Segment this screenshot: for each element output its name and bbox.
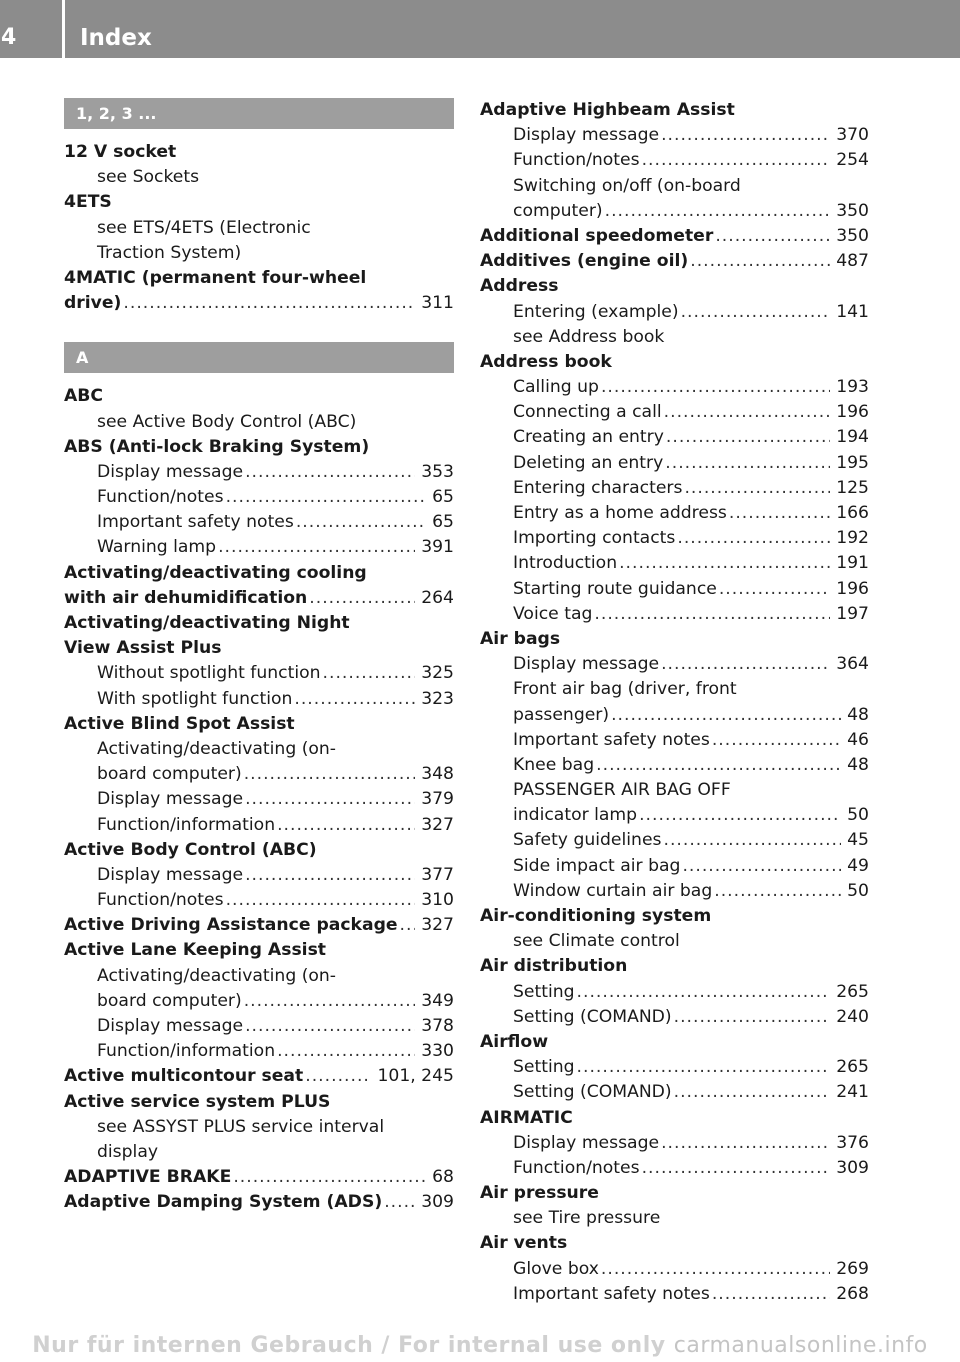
index-subentry	[64, 737, 454, 762]
index-subentry	[480, 148, 869, 173]
page-reference[interactable]: 310	[421, 890, 454, 911]
index-subentry	[64, 1014, 454, 1039]
index-entry	[480, 224, 869, 249]
index-subentry	[64, 165, 454, 190]
entry-text: Setting (COMAND)	[513, 1082, 672, 1103]
entry-text: Starting route guidance	[513, 578, 717, 599]
index-subentry	[480, 929, 869, 954]
index-entry	[64, 1165, 454, 1190]
entry-text: Display message	[97, 864, 244, 885]
entry-text: Air pressure	[480, 1183, 599, 1204]
page-number-text: 4	[1, 25, 17, 50]
entry-text: Active Lane Keeping Assist	[64, 940, 327, 961]
page-reference[interactable]: 50	[847, 805, 869, 826]
index-subentry	[480, 980, 869, 1005]
entry-text: see ASSYST PLUS service interval	[97, 1116, 385, 1137]
index-entry	[480, 350, 869, 375]
index-subentry	[480, 854, 869, 879]
footer-notice	[0, 1330, 960, 1362]
entry-text: Setting (COMAND)	[513, 1006, 672, 1027]
entry-text: see Tire pressure	[513, 1208, 661, 1229]
index-entry	[480, 98, 869, 123]
index-subentry	[64, 762, 454, 787]
index-subentry	[480, 199, 869, 224]
page-reference[interactable]: 265	[836, 1057, 869, 1078]
dot-leader	[226, 485, 427, 510]
dot-leader	[226, 888, 416, 913]
page-reference[interactable]: 65	[432, 512, 454, 533]
entry-text: Activating/deactivating Night	[64, 613, 350, 633]
entry-text: passenger)	[513, 704, 610, 725]
entry-text: Display message	[97, 789, 244, 810]
entry-text: Entry as a home address	[513, 503, 727, 523]
page-reference[interactable]: 311	[421, 293, 454, 314]
page-reference[interactable]: 350	[836, 200, 869, 221]
entry-text: Air bags	[480, 628, 561, 649]
entry-text: Address book	[480, 351, 612, 372]
index-subentry	[480, 1257, 869, 1282]
entry-text: ABS (Anti-lock Braking System)	[64, 436, 370, 457]
dot-leader	[661, 1131, 830, 1156]
index-subentry	[480, 400, 869, 425]
index-subentry	[480, 778, 869, 803]
entry-text: Important safety notes	[513, 1283, 710, 1304]
page-reference[interactable]: 195	[836, 452, 869, 473]
page-reference[interactable]: 487	[836, 251, 869, 272]
index-subentry	[64, 888, 454, 913]
entry-text: Additional speedometer	[480, 225, 714, 246]
page-reference[interactable]: 45	[847, 830, 869, 851]
entry-text: computer)	[513, 200, 603, 221]
page-reference[interactable]: 264	[421, 587, 454, 608]
entry-text: see Active Body Control (ABC)	[97, 411, 357, 432]
index-entry	[64, 586, 454, 611]
index-entry	[480, 1030, 869, 1055]
entry-text: board computer)	[97, 990, 242, 1011]
entry-text: Display message	[97, 1016, 244, 1036]
index-subentry	[64, 510, 454, 535]
page-reference[interactable]: 254	[836, 150, 869, 171]
section-heading: 1, 2, 3 ...	[64, 98, 454, 129]
page-reference[interactable]: 194	[836, 427, 869, 448]
entry-text: Function/notes	[97, 487, 224, 508]
dot-leader	[642, 148, 831, 173]
index-entry	[64, 938, 454, 963]
dot-leader	[601, 1257, 830, 1282]
page-reference[interactable]: 323	[421, 688, 454, 709]
index-subentry	[480, 1156, 869, 1181]
index-entry	[64, 266, 454, 291]
index-subentry	[480, 1282, 869, 1307]
index-subentry	[480, 551, 869, 576]
index-subentry	[480, 879, 869, 904]
entry-text: ADAPTIVE BRAKE	[64, 1167, 232, 1188]
dot-leader	[305, 1064, 371, 1089]
entry-text: Active service system PLUS	[64, 1091, 331, 1112]
entry-text: Additives (engine oil)	[480, 251, 689, 272]
index-subentry	[480, 476, 869, 501]
entry-text: with air dehumidification	[64, 587, 308, 608]
index-subentry	[480, 803, 869, 828]
dot-leader	[619, 551, 830, 576]
entry-text: Safety guidelines	[513, 830, 662, 851]
index-subentry	[480, 728, 869, 753]
index-entry	[480, 627, 869, 652]
page-reference[interactable]: 378	[421, 1016, 454, 1036]
entry-text: Without spotlight function	[97, 663, 321, 684]
entry-text: Air distribution	[480, 956, 628, 977]
entry-text: Importing contacts	[513, 528, 676, 549]
entry-text: View Assist Plus	[64, 638, 222, 659]
entry-text: Voice tag	[513, 603, 593, 624]
entry-text: Traction System)	[97, 242, 242, 263]
index-entry	[64, 1064, 454, 1089]
entry-text: Air vents	[480, 1233, 568, 1254]
dot-leader	[690, 249, 830, 274]
dot-leader	[309, 586, 415, 611]
dot-leader	[245, 787, 415, 812]
page-reference[interactable]: 46	[847, 729, 869, 750]
dot-leader	[594, 602, 830, 627]
index-entry	[480, 954, 869, 979]
entry-text: Air-conditioning system	[480, 906, 712, 926]
index-subentry	[64, 813, 454, 838]
index-subentry	[64, 863, 454, 888]
dot-leader	[661, 123, 830, 148]
index-entry	[64, 140, 454, 165]
page-reference[interactable]: 379	[421, 789, 454, 810]
entry-text: Function/information	[97, 814, 276, 835]
dot-leader	[729, 501, 830, 526]
index-subentry	[64, 410, 454, 435]
index-subentry	[64, 485, 454, 510]
page-reference[interactable]: 364	[836, 654, 869, 675]
index-entry	[64, 1090, 454, 1115]
dot-leader	[664, 400, 831, 425]
index-entry	[64, 190, 454, 215]
entry-text: Function/notes	[513, 150, 640, 171]
index-subentry	[480, 1080, 869, 1105]
page-reference[interactable]: 50	[847, 880, 869, 901]
entry-text: Important safety notes	[513, 729, 710, 750]
dot-leader	[666, 425, 830, 450]
header-divider	[62, 0, 65, 58]
entry-text: Introduction	[513, 553, 618, 574]
entry-text: PASSENGER AIR BAG OFF	[513, 780, 731, 801]
entry-text: Important safety notes	[97, 512, 294, 533]
entry-text: board computer)	[97, 764, 242, 785]
entry-text: Side impact air bag	[513, 855, 681, 876]
page-reference[interactable]: 65	[432, 487, 454, 508]
index-entry	[480, 1181, 869, 1206]
page-reference[interactable]: 391	[421, 537, 454, 558]
index-entry	[64, 1190, 454, 1215]
index-entry	[64, 291, 454, 316]
index-subentry	[480, 703, 869, 728]
dot-leader	[601, 375, 830, 400]
entry-text: Display message	[513, 1132, 660, 1153]
dot-leader	[577, 1055, 831, 1080]
index-entry	[64, 636, 454, 661]
index-subentry	[64, 1115, 454, 1140]
page-reference[interactable]: 49	[847, 855, 869, 876]
entry-text: see Climate control	[513, 931, 680, 952]
index-subentry	[480, 174, 869, 199]
index-entry	[64, 384, 454, 409]
dot-leader	[719, 577, 830, 602]
entry-text: Window curtain air bag	[513, 880, 713, 901]
index-subentry	[480, 652, 869, 677]
index-entry	[480, 1106, 869, 1131]
entry-text: Knee bag	[513, 754, 595, 775]
page-number	[0, 0, 62, 58]
dot-leader	[639, 803, 841, 828]
dot-leader	[674, 1080, 831, 1105]
index-entry	[64, 838, 454, 863]
index-subentry	[64, 1039, 454, 1064]
index-subentry	[64, 241, 454, 266]
dot-leader	[123, 291, 415, 316]
index-column-left	[64, 98, 454, 1216]
index-subentry	[64, 535, 454, 560]
dot-leader	[682, 854, 841, 879]
entry-text: see ETS/4ETS (Electronic	[97, 217, 311, 238]
index-subentry	[480, 1055, 869, 1080]
index-subentry	[480, 577, 869, 602]
index-subentry	[480, 828, 869, 853]
page-reference[interactable]: 125	[836, 477, 869, 498]
page-reference[interactable]: 350	[836, 225, 869, 246]
page-reference[interactable]: 191	[836, 553, 869, 574]
dot-leader	[245, 460, 415, 485]
index-subentry	[480, 501, 869, 526]
page-reference[interactable]: 377	[421, 864, 454, 885]
index-entry	[480, 1231, 869, 1256]
index-subentry	[480, 300, 869, 325]
page-reference[interactable]: 330	[421, 1041, 454, 1062]
index-entry	[64, 561, 454, 586]
dot-leader	[577, 980, 831, 1005]
entry-text: Active Blind Spot Assist	[64, 713, 295, 734]
index-subentry	[64, 661, 454, 686]
index-subentry	[480, 526, 869, 551]
dot-leader	[684, 476, 830, 501]
entry-text: Display message	[97, 461, 244, 482]
index-subentry	[64, 989, 454, 1014]
index-subentry	[480, 1131, 869, 1156]
index-subentry	[64, 964, 454, 989]
entry-text: Setting	[513, 1057, 575, 1078]
entry-text: Setting	[513, 981, 575, 1002]
entry-text: Activating/deactivating (on-	[97, 738, 337, 759]
page-reference[interactable]: 101, 245	[377, 1066, 454, 1087]
entry-text: Adaptive Highbeam Assist	[480, 100, 735, 120]
index-entry	[480, 274, 869, 299]
index-entry	[64, 712, 454, 737]
page-reference[interactable]: 325	[421, 663, 454, 684]
dot-leader	[663, 828, 841, 853]
entry-text: Active multicontour seat	[64, 1066, 304, 1087]
dot-leader	[596, 753, 841, 778]
page-reference[interactable]: 196	[836, 578, 869, 599]
page-reference[interactable]: 241	[836, 1082, 869, 1103]
entry-text: Front air bag (driver, front	[513, 679, 737, 700]
header-bar	[0, 0, 960, 58]
page-reference[interactable]: 309	[421, 1192, 454, 1213]
dot-leader	[665, 451, 830, 476]
page-reference[interactable]: 309	[836, 1157, 869, 1178]
dot-leader	[244, 762, 415, 787]
page-reference[interactable]: 348	[421, 764, 454, 785]
page-reference[interactable]: 269	[836, 1258, 869, 1279]
dot-leader	[323, 661, 416, 686]
index-subentry	[64, 787, 454, 812]
dot-leader	[712, 728, 841, 753]
page-reference[interactable]: 193	[836, 377, 869, 398]
entry-text: Function/notes	[97, 890, 224, 911]
page-reference[interactable]: 349	[421, 990, 454, 1011]
watermark: carmanualsonline.info	[673, 1333, 928, 1358]
entry-text: Activating/deactivating (on-	[97, 965, 337, 986]
entry-text: Display message	[513, 654, 660, 675]
dot-leader	[277, 813, 415, 838]
index-entry	[480, 249, 869, 274]
dot-leader	[674, 1005, 831, 1030]
entry-text: Display message	[513, 125, 660, 146]
entry-text: Entering characters	[513, 477, 683, 498]
page-reference[interactable]: 240	[836, 1006, 869, 1027]
dot-leader	[611, 703, 841, 728]
entry-text: Connecting a call	[513, 402, 662, 423]
page-title: Index	[80, 25, 152, 51]
index-subentry	[480, 425, 869, 450]
index-subentry	[480, 451, 869, 476]
entry-text: Warning lamp	[97, 537, 217, 558]
dot-leader	[715, 224, 830, 249]
page-reference[interactable]: 376	[836, 1132, 869, 1153]
entry-text: Airflow	[480, 1031, 549, 1052]
index-entry	[64, 435, 454, 460]
index-subentry	[64, 216, 454, 241]
entry-text: 12 V socket	[64, 142, 177, 162]
entry-text: Entering (example)	[513, 301, 679, 322]
dot-leader	[233, 1165, 426, 1190]
entry-text: Creating an entry	[513, 427, 664, 448]
page-reference[interactable]: 370	[836, 125, 869, 146]
dot-leader	[712, 1282, 830, 1307]
entry-text: AIRMATIC	[480, 1107, 573, 1128]
dot-leader	[245, 1014, 415, 1039]
page-reference[interactable]: 196	[836, 402, 869, 423]
page-reference[interactable]: 48	[847, 704, 869, 725]
page-reference[interactable]: 268	[836, 1283, 869, 1304]
entry-text: 4ETS	[64, 192, 112, 213]
dot-leader	[296, 510, 426, 535]
entry-text: 4MATIC (permanent four-wheel	[64, 267, 367, 288]
entry-text: Adaptive Damping System (ADS)	[64, 1192, 383, 1213]
page-reference[interactable]: 265	[836, 981, 869, 1002]
index-subentry	[64, 687, 454, 712]
dot-leader	[661, 652, 830, 677]
entry-text: Activating/deactivating cooling	[64, 562, 367, 583]
index-subentry	[480, 1206, 869, 1231]
dot-leader	[384, 1190, 415, 1215]
index-entry	[64, 611, 454, 636]
dot-leader	[244, 989, 415, 1014]
page-reference[interactable]: 192	[836, 528, 869, 549]
index-column-right	[480, 98, 869, 1307]
entry-text: drive)	[64, 293, 122, 314]
entry-text: display	[97, 1141, 159, 1162]
page-reference[interactable]: 197	[836, 603, 869, 624]
entry-text: Glove box	[513, 1258, 599, 1279]
dot-leader	[681, 300, 831, 325]
index-entry	[64, 913, 454, 938]
page-reference[interactable]: 166	[836, 503, 869, 523]
index-subentry	[480, 1005, 869, 1030]
section-heading: A	[64, 342, 454, 373]
entry-text: Deleting an entry	[513, 452, 664, 473]
entry-text: see Sockets	[97, 167, 200, 188]
page-reference[interactable]: 353	[421, 461, 454, 482]
entry-text: Active Body Control (ABC)	[64, 839, 317, 860]
page-reference[interactable]: 327	[421, 814, 454, 835]
index-subentry	[480, 753, 869, 778]
page-reference[interactable]: 48	[847, 754, 869, 775]
entry-text: With spotlight function	[97, 688, 293, 709]
dot-leader	[245, 863, 415, 888]
index-subentry	[64, 460, 454, 485]
dot-leader	[605, 199, 831, 224]
dot-leader	[294, 687, 415, 712]
index-subentry	[480, 375, 869, 400]
dot-leader	[677, 526, 830, 551]
entry-text: Active Driving Assistance package	[64, 915, 398, 936]
dot-leader	[714, 879, 841, 904]
page-reference[interactable]: 327	[421, 915, 454, 936]
entry-text: ABC	[64, 386, 104, 407]
dot-leader	[218, 535, 415, 560]
page-reference[interactable]: 141	[836, 301, 869, 322]
index-subentry	[480, 677, 869, 702]
index-entry	[480, 904, 869, 929]
dot-leader	[400, 913, 416, 938]
entry-text: Switching on/off (on-board	[513, 175, 741, 196]
entry-text: see Address book	[513, 326, 665, 347]
dot-leader	[642, 1156, 831, 1181]
entry-text: Calling up	[513, 377, 599, 398]
entry-text: Address	[480, 276, 559, 297]
entry-text: indicator lamp	[513, 805, 638, 826]
index-subentry	[480, 123, 869, 148]
page-reference[interactable]: 68	[432, 1167, 454, 1188]
index-subentry	[64, 1140, 454, 1165]
dot-leader	[277, 1039, 415, 1064]
index-subentry	[480, 602, 869, 627]
entry-text: Function/notes	[513, 1157, 640, 1178]
entry-text: Function/information	[97, 1041, 276, 1062]
internal-use-notice: Nur für internen Gebrauch / For internal use only	[32, 1333, 666, 1358]
index-subentry	[480, 325, 869, 350]
